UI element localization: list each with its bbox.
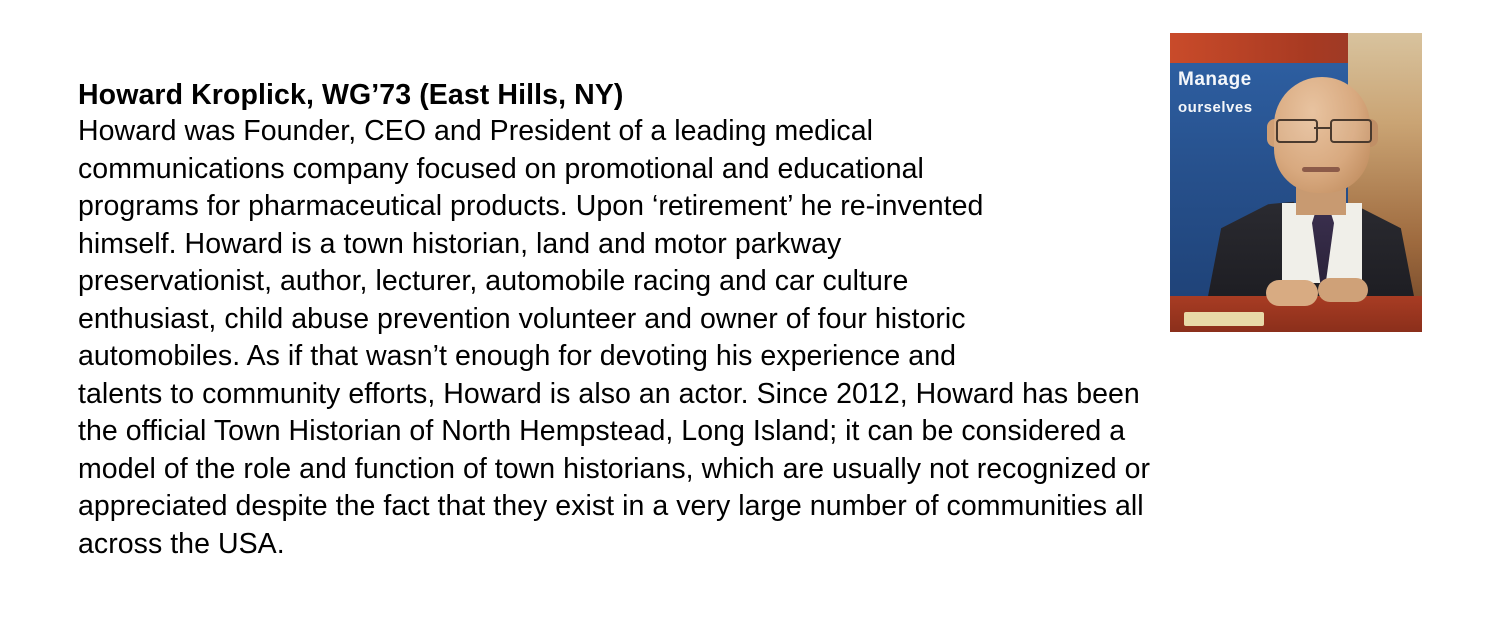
photo-text-wrap-spacer — [1160, 78, 1428, 390]
bio-line-12: across the USA. — [78, 527, 285, 560]
bio-line-3: programs for pharmaceutical products. Upon ‘retirement’ he re-invented — [78, 190, 984, 222]
bio-line-7: automobiles. As if that wasn’t enough for devoting his experience and — [78, 340, 957, 372]
bio-line-11: appreciated despite the fact that they exist in a very large number of communities all — [78, 490, 1144, 522]
bio-line-8: talents to community efforts, Howard is also an actor. Since 2012, Howard has been — [78, 377, 1140, 410]
photo-backdrop-text-line1: Manage — [1178, 69, 1252, 90]
bio-line-2: communications company focused on promotional and educational — [78, 152, 924, 185]
bio-text-block — [78, 78, 1428, 563]
bio-name-heading: Howard Kroplick, WG’73 (East Hills, NY) — [78, 79, 624, 111]
bio-line-1: Howard was Founder, CEO and President of a leading medical — [78, 115, 873, 147]
bio-line-10: model of the role and function of town historians, which are usually not recognized or — [78, 452, 1151, 485]
photo-backdrop-text-line2: ourselves — [1178, 99, 1253, 116]
bio-line-4: himself. Howard is a town historian, land and motor parkway — [78, 227, 842, 260]
bio-line-6: enthusiast, child abuse prevention volunteer and owner of four historic — [78, 302, 966, 335]
bio-line-9: the official Town Historian of North Hempstead, Long Island; it can be considered a — [78, 415, 1126, 447]
bio-line-5: preservationist, author, lecturer, automobile racing and car culture — [78, 265, 909, 297]
